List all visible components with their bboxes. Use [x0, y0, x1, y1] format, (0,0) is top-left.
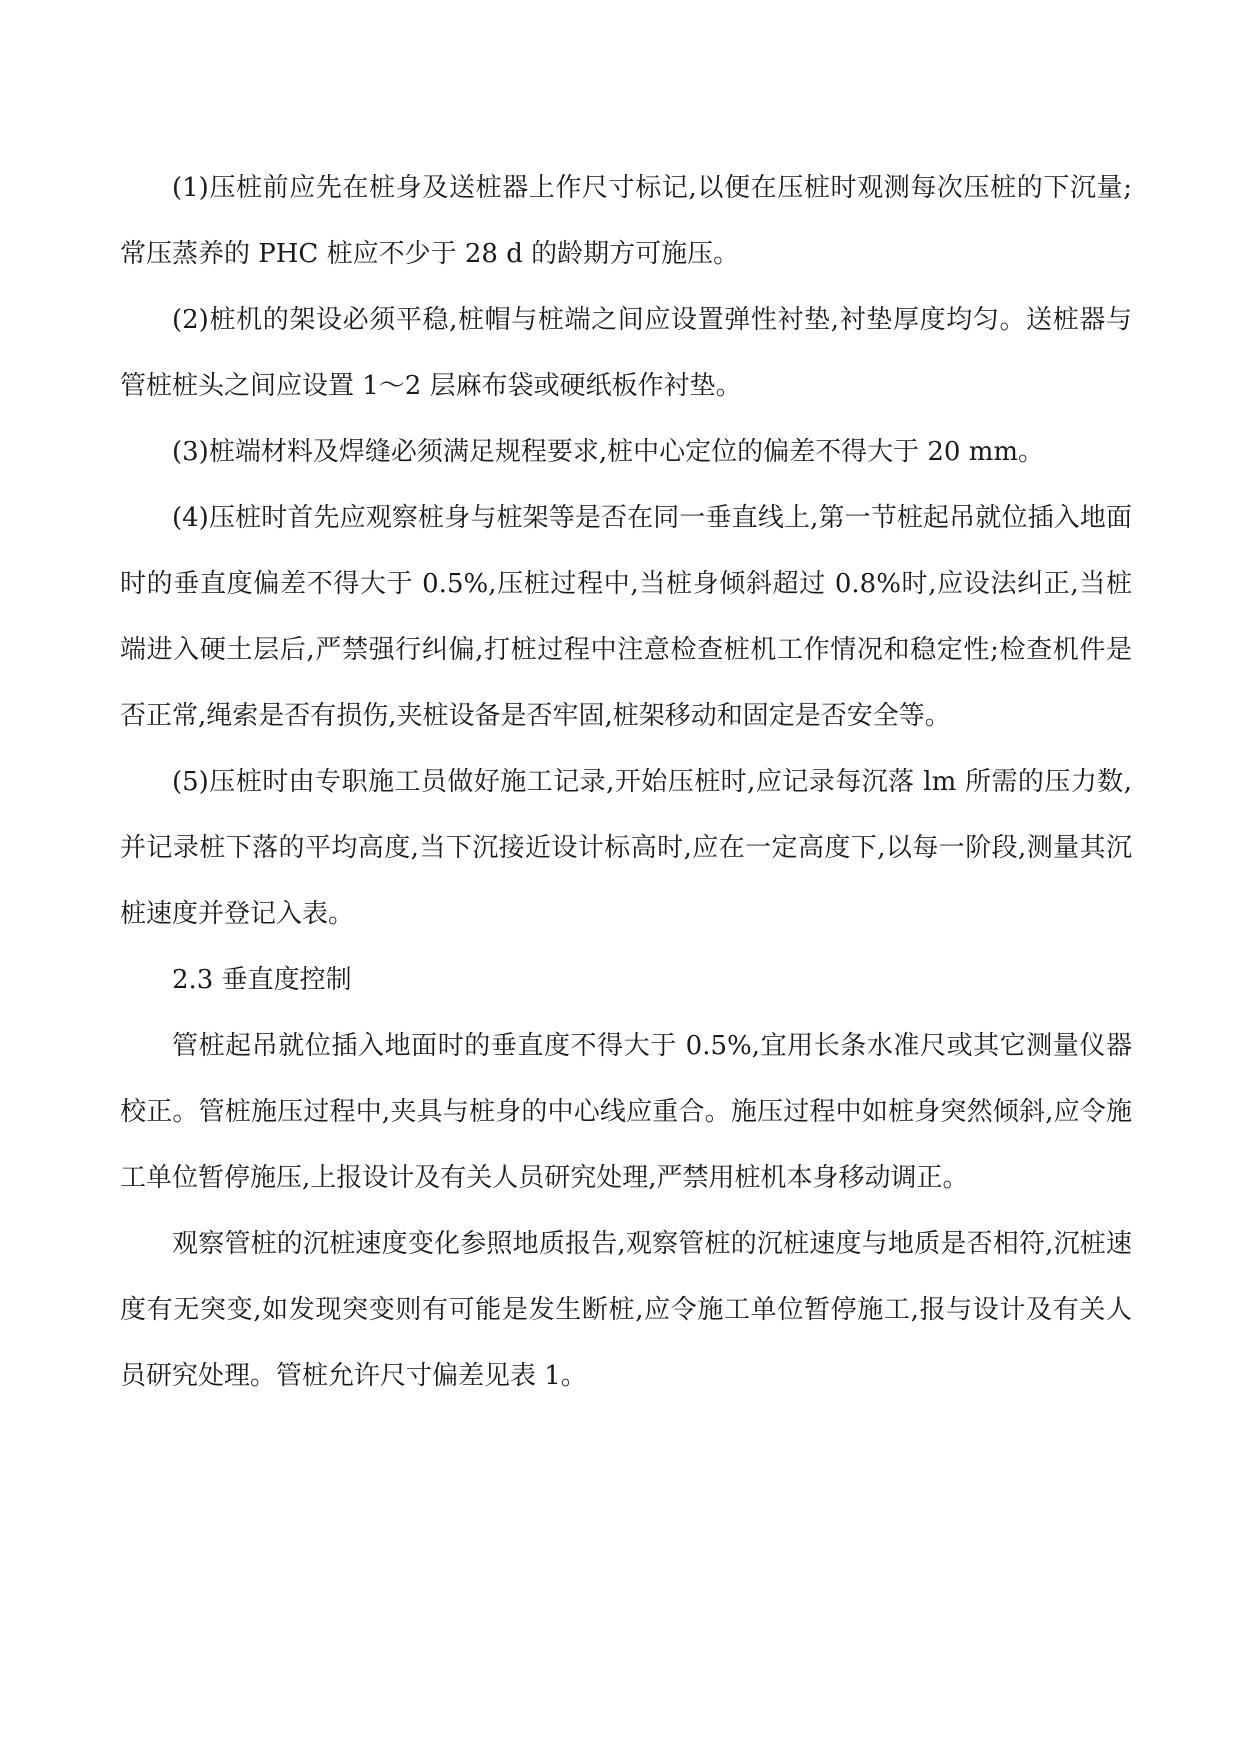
paragraph-item-5: (5)压桩时由专职施工员做好施工记录,开始压桩时,应记录每沉落 lm 所需的压力数,并记录桩下落的平均高度,当下沉接近设计标高时,应在一定高度下,以每一阶段,测量其沉桩速度并登记入表。 — [120, 767, 1132, 929]
paragraph-sinking-speed: 观察管桩的沉桩速度变化参照地质报告,观察管桩的沉桩速度与地质是否相符,沉桩速度有无突变,如发现突变则有可能是发生断桩,应令施工单位暂停施工,报与设计及有关人员研究处理。管桩允许尺寸偏差见表 1。 — [120, 1229, 1132, 1391]
paragraph-item-1: (1)压桩前应先在桩身及送桩器上作尺寸标记,以便在压桩时观测每次压桩的下沉量;常压蒸养的 PHC 桩应不少于 28 d 的龄期方可施压。 — [120, 173, 1132, 269]
paragraph-item-2: (2)桩机的架设必须平稳,桩帽与桩端之间应设置弹性衬垫,衬垫厚度均匀。送桩器与管桩桩头之间应设置 1～2 层麻布袋或硬纸板作衬垫。 — [120, 305, 1132, 401]
paragraph-item-3: (3)桩端材料及焊缝必须满足规程要求,桩中心定位的偏差不得大于 20 mm。 — [172, 437, 1045, 467]
section-heading-2-3: 2.3 垂直度控制 — [172, 965, 352, 995]
document-body — [120, 155, 1132, 1409]
paragraph-item-4: (4)压桩时首先应观察桩身与桩架等是否在同一垂直线上,第一节桩起吊就位插入地面时的垂直度偏差不得大于 0.5%,压桩过程中,当桩身倾斜超过 0.8%时,应设法纠正,当桩端进入硬土层后,严禁强行纠偏,打桩过程中注意检查桩机工作情况和稳定性;检查机件是否正常,绳索是否有损伤,夹桩设备是否牢固,桩架移动和固定是否安全等。 — [120, 503, 1132, 731]
paragraph-verticality: 管桩起吊就位插入地面时的垂直度不得大于 0.5%,宜用长条水准尺或其它测量仪器校正。管桩施压过程中,夹具与桩身的中心线应重合。施压过程中如桩身突然倾斜,应令施工单位暂停施压,上报设计及有关人员研究处理,严禁用桩机本身移动调正。 — [120, 1031, 1132, 1193]
